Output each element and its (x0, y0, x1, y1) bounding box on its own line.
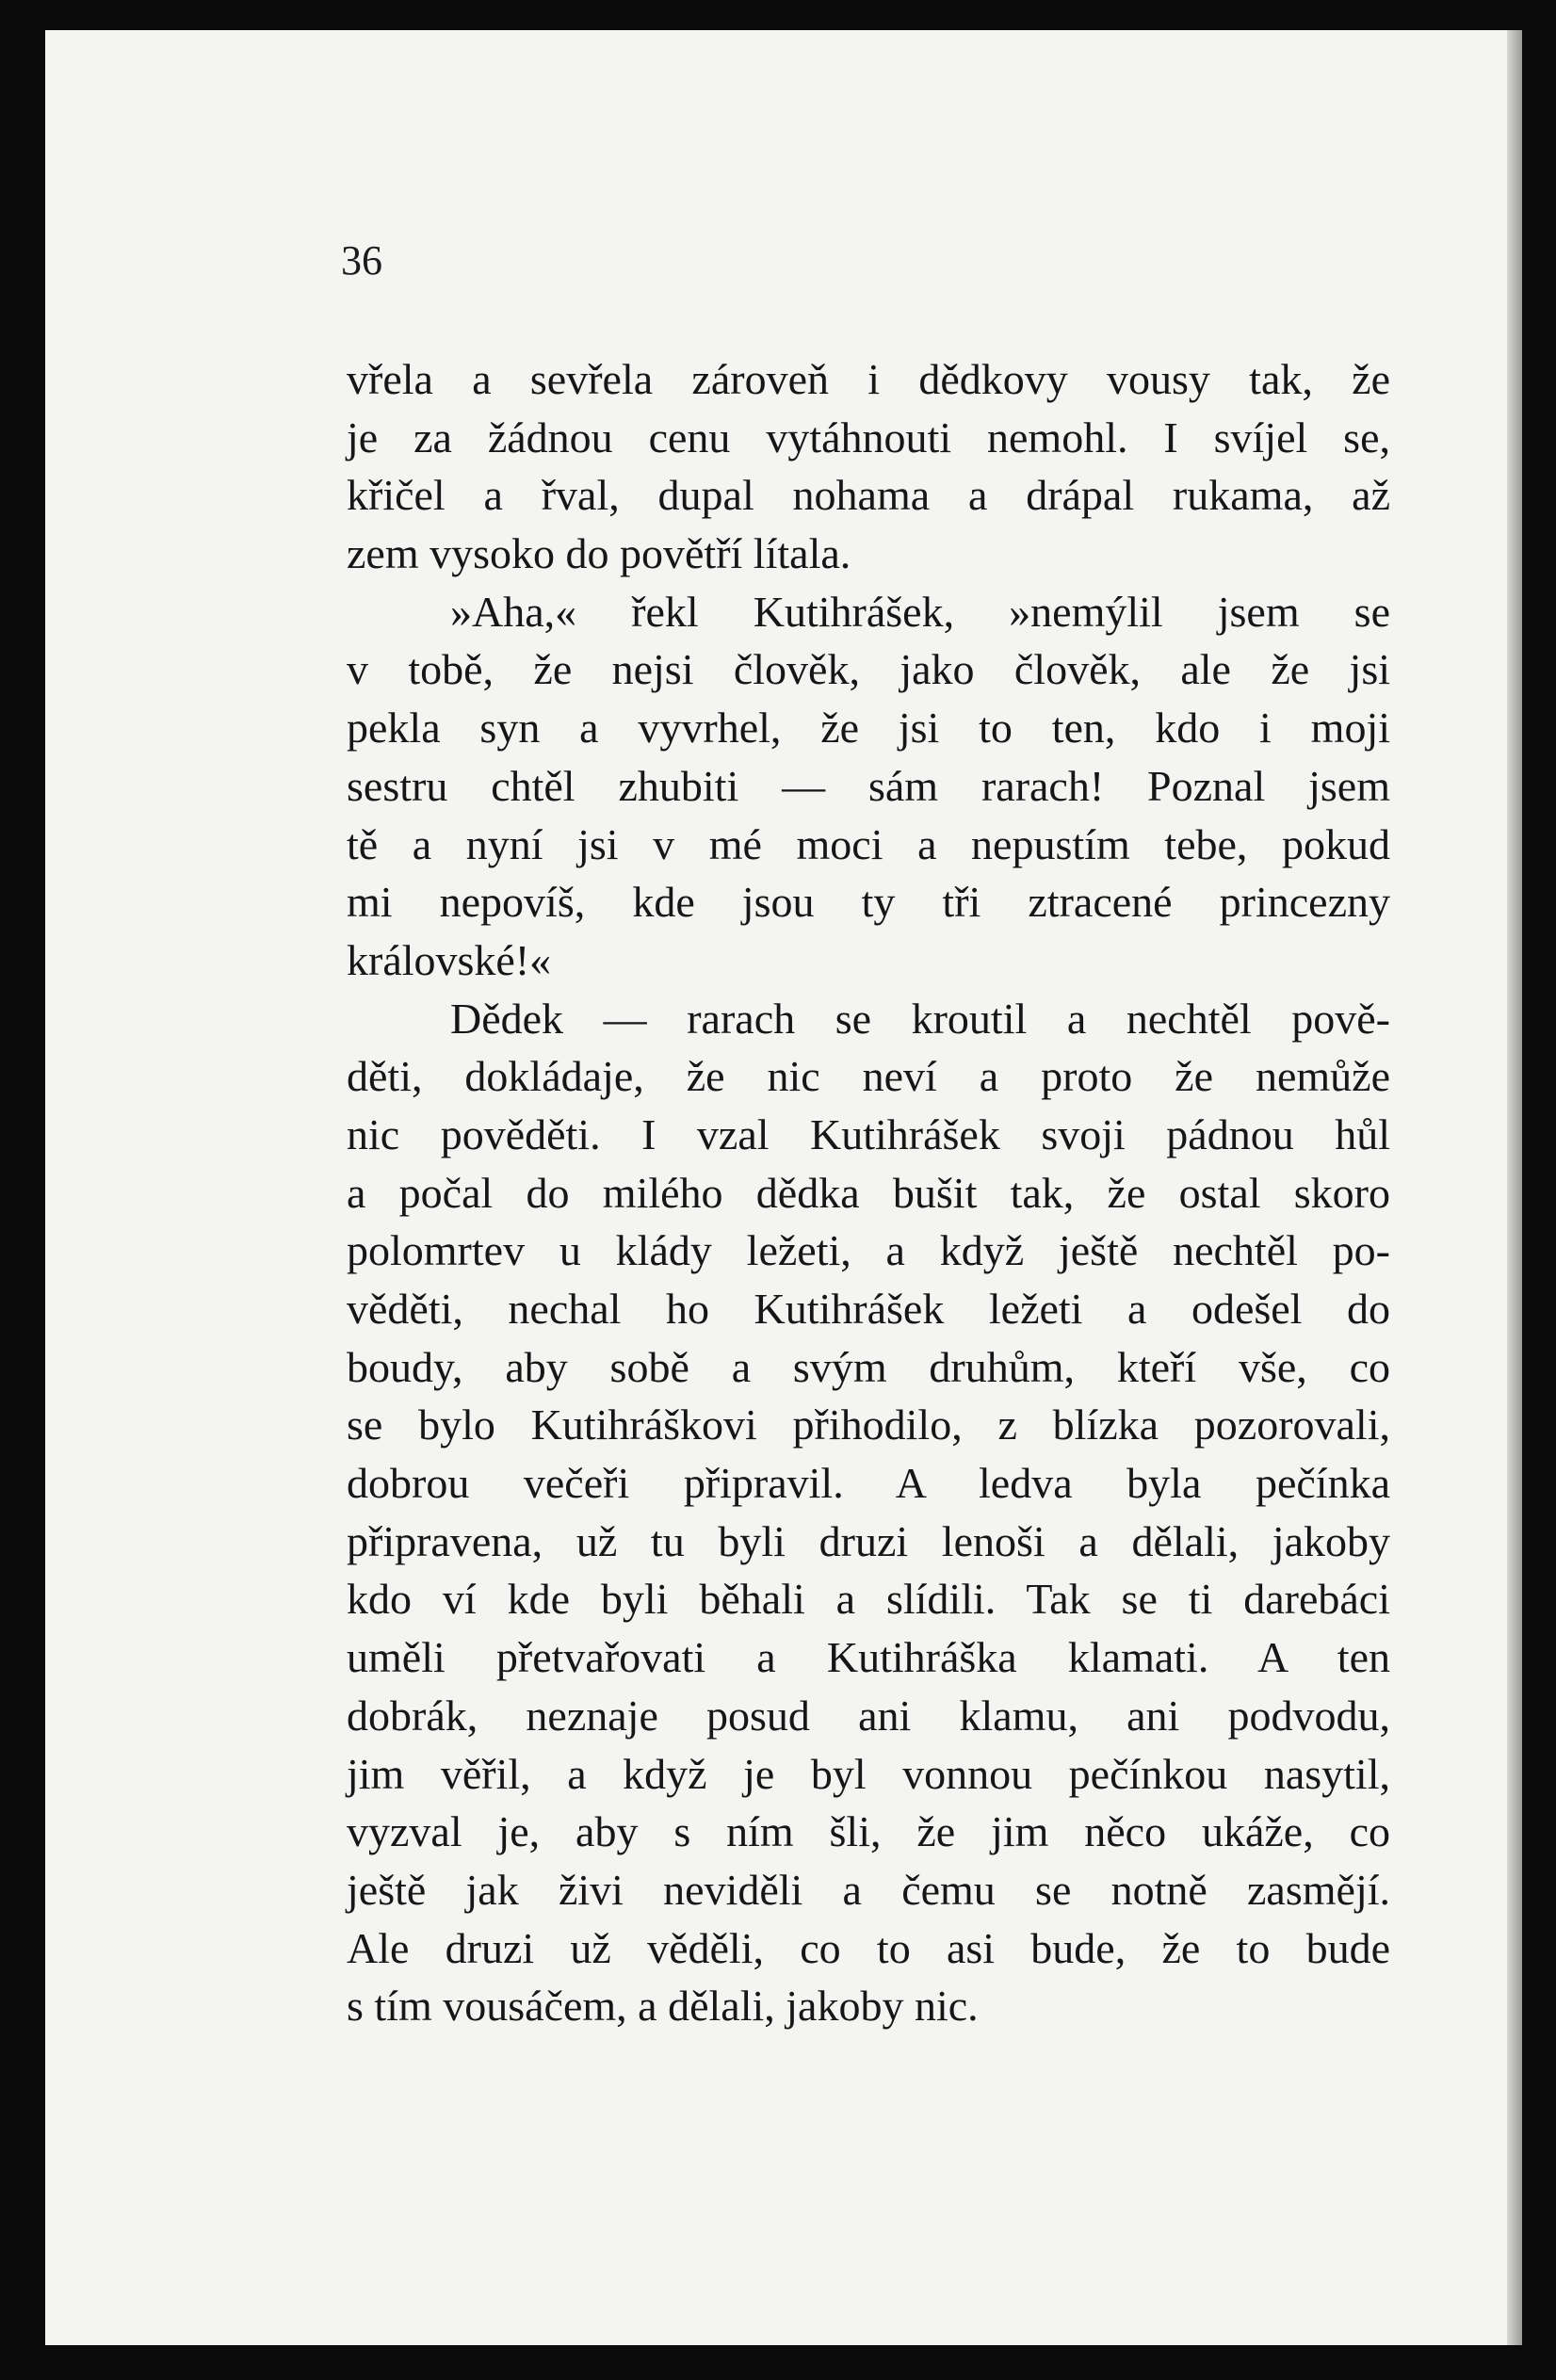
text-line: nic pověděti. I vzal Kutihrášek svoji pádnou hůl (347, 1109, 1390, 1158)
text-line: královské!« (347, 935, 552, 984)
text-line: připravena, už tu byli druzi lenoši a dělali, jakoby (347, 1516, 1390, 1565)
paragraph-2 (347, 583, 1390, 990)
body-text (347, 350, 1390, 2035)
text-line: děti, dokládaje, že nic neví a proto že nemůže (347, 1052, 1390, 1101)
text-line: ještě jak živi neviděli a čemu se notně zasmějí. (347, 1865, 1390, 1914)
paragraph-3 (347, 990, 1390, 2035)
text-line: Ale druzi už věděli, co to asi bude, že to bude (347, 1923, 1390, 1972)
text-line: vřela a sevřela zároveň i dědkovy vousy tak, že (347, 355, 1390, 403)
text-line: polomrtev u klády ležeti, a když ještě nechtěl po- (347, 1226, 1390, 1275)
text-line: se bylo Kutihráškovi přihodilo, z blízka pozorovali, (347, 1400, 1390, 1449)
text-line: »Aha,« řekl Kutihrášek, »nemýlil jsem se (450, 587, 1390, 636)
text-line: sestru chtěl zhubiti — sám rarach! Poznal jsem (347, 761, 1390, 810)
text-line: věděti, nechal ho Kutihrášek ležeti a odešel do (347, 1285, 1390, 1333)
text-line: kdo ví kde byli běhali a slídili. Tak se ti darebáci (347, 1575, 1390, 1624)
text-line: dobrák, neznaje posud ani klamu, ani podvodu, (347, 1691, 1390, 1740)
text-line: uměli přetvařovati a Kutihráška klamati. A ten (347, 1633, 1390, 1682)
text-line: v tobě, že nejsi člověk, jako člověk, ale že jsi (347, 645, 1390, 694)
text-line: tě a nyní jsi v mé moci a nepustím tebe, pokud (347, 819, 1390, 868)
page-number: 36 (341, 237, 382, 283)
paragraph-1 (347, 350, 1390, 583)
text-line: zem vysoko do povětří lítala. (347, 529, 851, 578)
text-line: pekla syn a vyvrhel, že jsi to ten, kdo i moji (347, 704, 1390, 753)
text-line: boudy, aby sobě a svým druhům, kteří vše, co (347, 1342, 1390, 1391)
text-line: Dědek — rarach se kroutil a nechtěl pově- (450, 994, 1390, 1043)
text-line: vyzval je, aby s ním šli, že jim něco ukáže, co (347, 1807, 1390, 1856)
text-line: s tím vousáčem, a dělali, jakoby nic. (347, 1982, 979, 2031)
text-line: mi nepovíš, kde jsou ty tři ztracené princezny (347, 878, 1390, 927)
text-line: je za žádnou cenu vytáhnouti nemohl. I svíjel se, (347, 413, 1390, 461)
text-line: a počal do milého dědka bušit tak, že ostal skoro (347, 1168, 1390, 1217)
text-line: křičel a řval, dupal nohama a drápal rukama, až (347, 471, 1390, 520)
binding-shadow (1507, 30, 1522, 2345)
text-line: jim věřil, a když je byl vonnou pečínkou nasytil, (347, 1749, 1390, 1798)
text-line: dobrou večeři připravil. A ledva byla pečínka (347, 1459, 1390, 1508)
